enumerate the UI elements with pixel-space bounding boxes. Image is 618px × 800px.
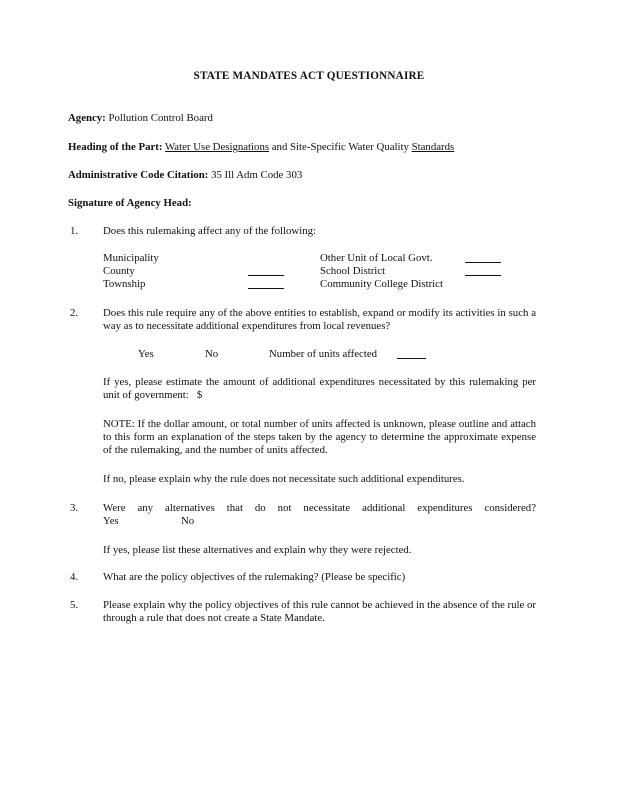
agency-line [68,112,213,125]
q2-note-text: NOTE: If the dollar amount, or total number of units affected is unknown, please outline and attach to this form an explanation of the steps taken by the agency to determine the approximate expense of the rulemaking, and the number of units affected. [103,418,536,456]
school-district-blank[interactable] [465,265,501,276]
heading-label: Heading of the Part: [68,141,163,153]
heading-value-part3: Standards [411,141,455,153]
q5-text: Please explain why the policy objectives of this rule cannot be achieved in the absence of the rule or through a rule that does not create a State Mandate. [103,599,536,624]
q2-if-no-text: If no, please explain why the rule does not necessitate such additional expenditures. [103,473,465,485]
q4-text: What are the policy objectives of the rulemaking? (Please be specific) [103,571,406,583]
q1-option-municipality: Municipality [103,252,159,264]
q2-text: Does this rule require any of the above entities to establish, expand or modify its activities in such a way as to necessitate additional expenditures from local revenues? [103,307,536,332]
q3-no-option: No [181,515,195,527]
agency-label: Agency: [68,112,106,124]
q2-yes-option: Yes [138,348,154,360]
q2-estimate-sentence: If yes, please estimate the amount of additional expenditures necessitated by this rulemaking per unit of government: [103,376,536,401]
heading-value-part1: Water Use Designations [164,141,270,153]
page-title: STATE MANDATES ACT QUESTIONNAIRE [193,70,425,82]
q1-option-community-college: Community College District [320,278,443,290]
agency-value: Pollution Control Board [108,112,213,124]
q3-followup-text: If yes, please list these alternatives and explain why they were rejected. [103,544,412,556]
q5-number: 5. [70,599,79,611]
q2-number: 2. [70,307,79,319]
q1-option-school-district: School District [320,265,386,277]
q4-number: 4. [70,571,79,583]
q3-text: Were any alternatives that do not necessitate additional expenditures considered? [103,502,536,514]
q3-yes-option: Yes [103,515,119,527]
citation-line [68,169,302,182]
units-affected-blank[interactable] [397,348,426,359]
q1-option-other-unit: Other Unit of Local Govt. [320,252,433,264]
signature-label: Signature of Agency Head: [68,197,192,209]
county-blank[interactable] [248,265,284,276]
citation-value: 35 Ill Adm Code 303 [211,169,303,181]
q1-option-township: Township [103,278,146,290]
heading-value-part2: and Site-Specific Water Quality [269,141,412,153]
q1-text: Does this rulemaking affect any of the following: [103,225,316,237]
q1-number: 1. [70,225,79,237]
q3-number: 3. [70,502,79,514]
citation-label: Administrative Code Citation: [68,169,209,181]
q2-dollar-sign: $ [196,389,203,401]
q2-estimate-text [103,376,536,402]
q2-no-option: No [205,348,219,360]
other-unit-blank[interactable] [465,252,501,263]
heading-line [68,141,454,154]
q2-units-affected-label: Number of units affected [269,348,378,360]
q1-option-county: County [103,265,135,277]
township-blank[interactable] [248,278,284,289]
